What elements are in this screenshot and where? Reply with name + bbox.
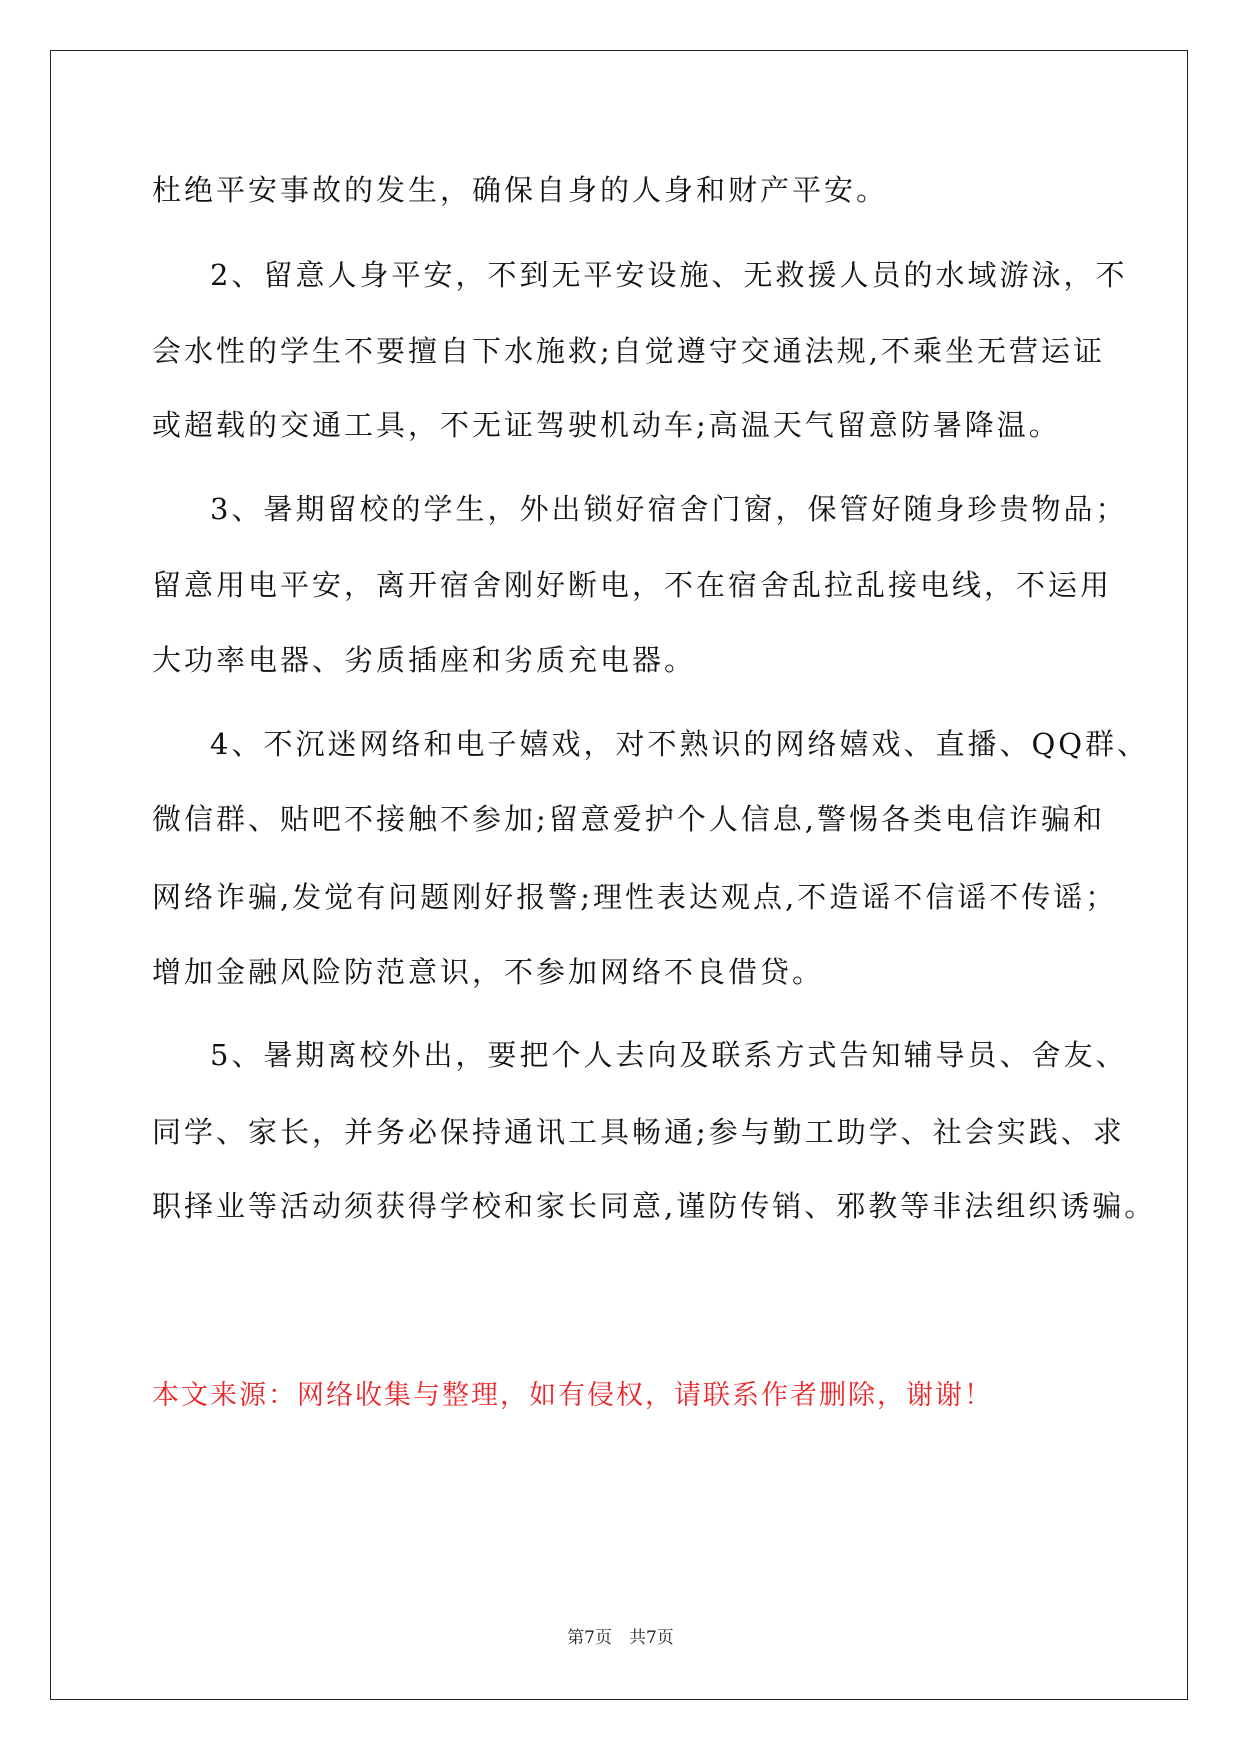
body-line-5: 3、暑期留校的学生，外出锁好宿舍门窗，保管好随身珍贵物品；	[210, 492, 1128, 526]
body-line-11: 增加金融风险防范意识，不参加网络不良借贷。	[152, 955, 825, 989]
page-number-footer: 第7页 共7页	[567, 1628, 674, 1648]
body-line-1: 杜绝平安事故的发生，确保自身的人身和财产平安。	[152, 173, 889, 207]
body-line-4: 或超载的交通工具，不无证驾驶机动车;高温天气留意防暑降温。	[152, 408, 1061, 442]
body-line-6: 留意用电平安，离开宿舍刚好断电，不在宿舍乱拉乱接电线，不运用	[152, 568, 1113, 602]
body-line-7: 大功率电器、劣质插座和劣质充电器。	[152, 643, 697, 677]
body-line-8: 4、不沉迷网络和电子嬉戏，对不熟识的网络嬉戏、直播、QQ群、	[210, 727, 1150, 761]
body-line-14: 职择业等活动须获得学校和家长同意,谨防传销、邪教等非法组织诱骗。	[152, 1189, 1157, 1223]
body-line-2: 2、留意人身平安，不到无平安设施、无救援人员的水域游泳，不	[210, 258, 1128, 292]
page-border	[50, 50, 1188, 1700]
body-line-13: 同学、家长，并务必保持通讯工具畅通;参与勤工助学、社会实践、求	[152, 1115, 1125, 1149]
body-line-3: 会水性的学生不要擅自下水施救;自觉遵守交通法规,不乘坐无营运证	[152, 334, 1105, 368]
source-note: 本文来源：网络收集与整理，如有侵权，请联系作者删除，谢谢！	[152, 1380, 993, 1411]
body-line-10: 网络诈骗,发觉有问题刚好报警;理性表达观点,不造谣不信谣不传谣；	[152, 880, 1118, 914]
body-line-12: 5、暑期离校外出，要把个人去向及联系方式告知辅导员、舍友、	[210, 1038, 1128, 1072]
body-line-9: 微信群、贴吧不接触不参加;留意爱护个人信息,警惕各类电信诈骗和	[152, 802, 1105, 836]
